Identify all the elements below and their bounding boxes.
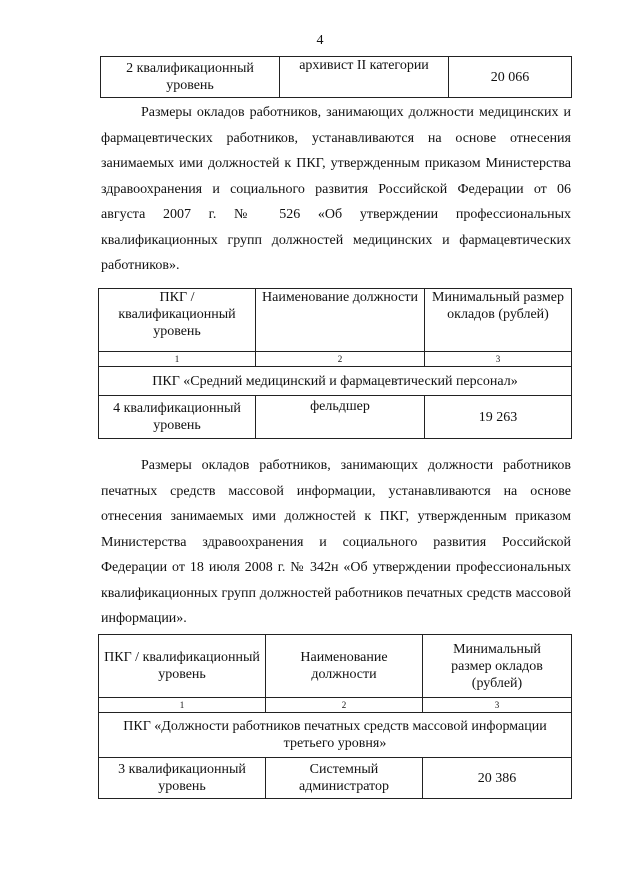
header-cell-salary: Минимальный размер окладов (рублей)	[423, 635, 572, 698]
column-number: 3	[425, 352, 572, 367]
table-cell-salary: 20 066	[449, 57, 572, 98]
table-cell-level: 4 квалификационный уровень	[99, 396, 256, 439]
table-cell-position: архивист II категории	[280, 57, 449, 98]
column-number: 2	[266, 698, 423, 713]
header-cell-level: ПКГ / квалификационный уровень	[99, 289, 256, 352]
group-row	[99, 713, 572, 758]
header-cell-salary: Минимальный размер окладов (рублей)	[425, 289, 572, 352]
column-number: 3	[423, 698, 572, 713]
column-number-row	[99, 352, 572, 367]
column-number: 1	[99, 698, 266, 713]
table-cell-salary: 20 386	[423, 758, 572, 799]
table-cell-salary: 19 263	[425, 396, 572, 439]
header-cell-level: ПКГ / квалификационный уровень	[99, 635, 266, 698]
table-cell-level: 2 квалификационный уровень	[101, 57, 280, 98]
table-header-row	[99, 635, 572, 698]
group-row	[99, 367, 572, 396]
header-cell-position: Наименование должности	[266, 635, 423, 698]
table-row	[99, 758, 572, 799]
page-number: 4	[316, 33, 324, 48]
column-number: 1	[99, 352, 256, 367]
table-header-row	[99, 289, 572, 352]
table-cell-position: фельдшер	[256, 396, 425, 439]
paragraph-press: Размеры окладов работников, занимающих должности работников печатных средств массовой информации, устанавливаются на основе отнесения занимаемых ими должностей к ПКГ, утвержденным приказом Министерства здравоохранения и социального развития Российской Федерации от 18 июля 2008 г. № 342н «Об утверждении профессиональных квалификационных групп должностей работников печатных средств массовой информации».	[101, 458, 571, 626]
group-title: ПКГ «Средний медицинский и фармацевтический персонал»	[99, 367, 572, 396]
column-number: 2	[256, 352, 425, 367]
salary-table-medical	[98, 288, 572, 439]
table-row	[99, 396, 572, 439]
column-number-row	[99, 698, 572, 713]
salary-table-archive	[100, 56, 572, 98]
salary-table-press	[98, 634, 572, 799]
table-cell-position: Системный администратор	[266, 758, 423, 799]
header-cell-position: Наименование должности	[256, 289, 425, 352]
table-row	[101, 57, 572, 98]
paragraph-medical: Размеры окладов работников, занимающих должности медицинских и фармацевтических работников, устанавливаются на основе отнесения занимаемых ими должностей к ПКГ, утвержденным приказом Министерства здравоохранения и социального развития Российской Федерации от 06 августа 2007 г. № 526 «Об утверждении профессиональных квалификационных групп должностей медицинских и фармацевтических работников».	[101, 105, 571, 273]
group-title: ПКГ «Должности работников печатных средств массовой информации третьего уровня»	[99, 713, 572, 758]
table-cell-level: 3 квалификационный уровень	[99, 758, 266, 799]
